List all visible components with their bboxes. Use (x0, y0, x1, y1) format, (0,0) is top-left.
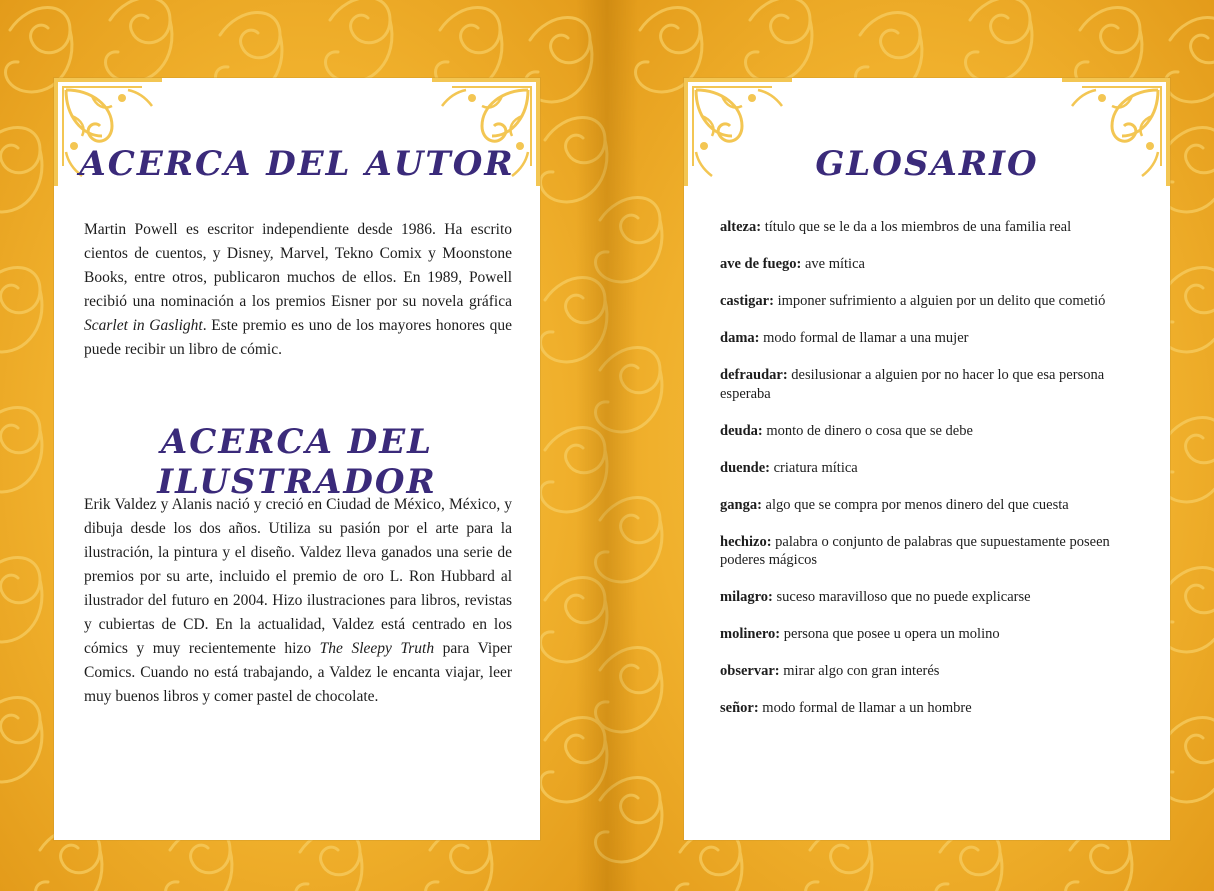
author-book-title: Scarlet in Gaslight (84, 317, 203, 334)
glossary-entry (720, 366, 1130, 403)
glossary-term: hechizo: (720, 533, 772, 550)
glossary-term: castigar: (720, 293, 774, 309)
glossary-definition: criatura mítica (769, 459, 858, 476)
glossary-term: ganga: (720, 496, 762, 513)
glossary-entry (720, 533, 1130, 570)
book-gutter-shadow (577, 0, 637, 891)
left-content-panel (54, 78, 540, 840)
glossary-definition: mirar algo con gran interés (779, 663, 940, 679)
glossary-list (720, 218, 1130, 736)
glossary-term: dama: (720, 330, 760, 346)
glossary-term: milagro: (720, 589, 773, 605)
glossary-definition: palabra o conjunto de palabras que supuestamente poseen poderes mágicos (720, 533, 1110, 568)
glossary-entry (720, 292, 1130, 311)
illustrator-text: para Viper Comics. Cuando no está trabajando, a Valdez le encanta viajar, leer muy buenos libros y comer pastel de chocolate. (84, 640, 512, 705)
right-content-panel (684, 78, 1170, 840)
glossary-definition: suceso maravilloso que no puede explicarse (772, 589, 1031, 605)
author-text: . Este premio es uno de los mayores honores que puede recibir un libro de cómic. (84, 317, 513, 358)
glossary-definition: ave mítica (801, 256, 865, 272)
glossary-entry (720, 459, 1130, 478)
glossary-definition: persona que posee u opera un molino (780, 626, 1000, 642)
glossary-entry (720, 662, 1130, 681)
glossary-definition: título que se le da a los miembros de una familia real (761, 219, 1072, 235)
glossary-definition: modo formal de llamar a un hombre (758, 700, 972, 716)
glossary-term: deuda: (720, 422, 763, 439)
glossary-heading: GLOSARIO (815, 144, 1039, 184)
glossary-definition: algo que se compra por menos dinero del que cuesta (761, 496, 1069, 513)
illustrator-heading: ACERCA DEL ILUSTRADOR (157, 422, 437, 502)
illustrator-paragraph (84, 493, 512, 709)
glossary-entry (720, 625, 1130, 644)
glossary-term: señor: (720, 700, 759, 716)
glossary-entry (720, 255, 1130, 274)
glossary-entry (720, 496, 1130, 515)
glossary-definition: desilusionar a alguien por no hacer lo que esa persona esperaba (720, 367, 1105, 402)
glossary-term: duende: (720, 459, 770, 476)
author-text: Martin Powell es escritor independiente desde 1986. Ha escrito cientos de cuentos, y Disney, Marvel, Tekno Comix y Moonstone Books, entre otros, publicaron muchos de ellos. En 1989, Powell recibió una nominación a los premios Eisner por su novela gráfica (84, 221, 512, 310)
glossary-definition: modo formal de llamar a una mujer (759, 330, 969, 346)
glossary-definition: monto de dinero o cosa que se debe (762, 422, 973, 439)
glossary-entry (720, 422, 1130, 441)
illustrator-comic-title: The Sleepy Truth (319, 640, 435, 657)
glossary-entry (720, 218, 1130, 237)
illustrator-text: Erik Valdez y Alanis nació y creció en Ciudad de México, México, y dibuja desde los dos años. Utiliza su pasión por el arte para la ilustración, la pintura y el diseño. Valdez lleva ganados una serie de premios por su arte, incluido el premio de oro L. Ron Hubbard al ilustrador del futuro en 2004. Hizo ilustraciones para libros, revistas y cubiertas de CD. En la actualidad, Valdez está centrado en los cómics y muy recientemente hizo (84, 496, 512, 657)
author-paragraph (84, 218, 512, 362)
glossary-definition: imponer sufrimiento a alguien por un delito que cometió (773, 293, 1106, 309)
glossary-term: defraudar: (720, 367, 788, 383)
glossary-entry (720, 329, 1130, 348)
glossary-term: alteza: (720, 219, 762, 235)
glossary-term: ave de fuego: (720, 256, 802, 272)
glossary-entry (720, 588, 1130, 607)
glossary-term: observar: (720, 663, 780, 679)
author-heading: ACERCA DEL AUTOR (79, 144, 515, 184)
glossary-entry (720, 699, 1130, 718)
glossary-term: molinero: (720, 626, 781, 642)
